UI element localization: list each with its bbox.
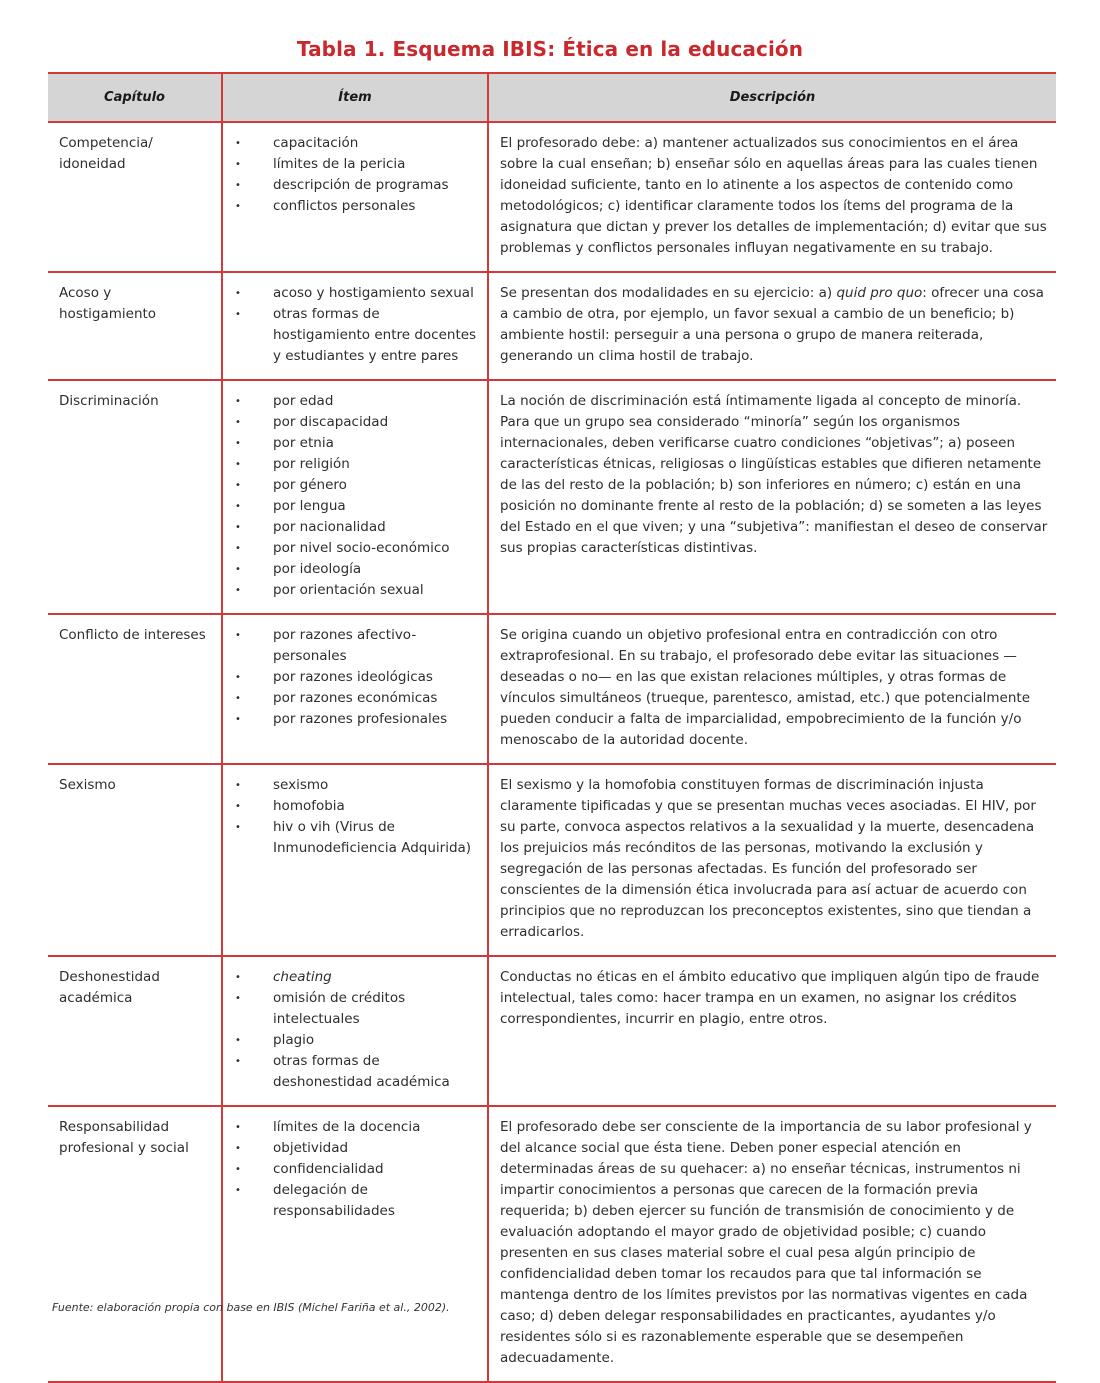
list-item: • límites de la docencia bbox=[235, 1117, 477, 1138]
header-description: Descripción bbox=[488, 73, 1056, 122]
chapter-cell: Responsabilidad profesional y social bbox=[48, 1106, 222, 1382]
description-cell: Se origina cuando un objetivo profesional entra en contradicción con otro extraprofesional. En su trabajo, el profesorado debe evitar las situaciones —deseadas o no— en las que existan relaciones múltiples, y otras formas de vínculos simultáneos (trueque, parentesco, amistad, etc.) que potencialmente pueden conducir a falta de imparcialidad, empobrecimiento de la función y/o menoscabo de la autoridad docente. bbox=[488, 614, 1056, 764]
items-cell bbox=[222, 1106, 488, 1382]
description-cell: El sexismo y la homofobia constituyen formas de discriminación injusta claramente tipificadas y que se presentan muchas veces asociadas. El HIV, por su parte, convoca aspectos relativos a la sexualidad y la muerte, desencadena los prejuicios más recónditos de las personas, motivando la exclusión y segregación de las personas afectadas. Es función del profesorado ser conscientes de la dimensión ética involucrada para así actuar de acuerdo con principios que no reproduzcan los preconceptos existentes, sino que tiendan a erradicarlos. bbox=[488, 764, 1056, 956]
description-cell: Conductas no éticas en el ámbito educativo que impliquen algún tipo de fraude intelectual, tales como: hacer trampa en un examen, no asignar los créditos correspondientes, incurrir en plagio, entre otros. bbox=[488, 956, 1056, 1106]
chapter-cell: Discriminación bbox=[48, 380, 222, 614]
list-item: • otras formas de deshonestidad académica bbox=[235, 1051, 477, 1093]
list-item: • límites de la pericia bbox=[235, 154, 477, 175]
list-item: • homofobia bbox=[235, 796, 477, 817]
chapter-cell: Sexismo bbox=[48, 764, 222, 956]
item-list bbox=[235, 625, 477, 730]
source-note: Fuente: elaboración propia con base en IBIS (Michel Fariña et al., 2002). bbox=[52, 1301, 450, 1314]
list-item: • hiv o vih (Virus de Inmunodeficiencia Adquirida) bbox=[235, 817, 477, 859]
list-item: • por etnia bbox=[235, 433, 477, 454]
chapter-cell: Competencia/ idoneidad bbox=[48, 122, 222, 272]
description-text: : ofrecer una cosa a cambio de otra, por ejemplo, un favor sexual a cambio de un beneficio; b) ambiente hostil: perseguir a una persona o grupo de manera reiterada, generando un clima hostil de trabajo. bbox=[500, 285, 1044, 364]
table-title: Tabla 1. Esquema IBIS: Ética en la educación bbox=[296, 37, 804, 61]
list-item: • objetividad bbox=[235, 1138, 477, 1159]
list-item: • confidencialidad bbox=[235, 1159, 477, 1180]
list-item: • delegación de responsabilidades bbox=[235, 1180, 477, 1222]
header-chapter: Capítulo bbox=[48, 73, 222, 122]
item-list bbox=[235, 283, 477, 367]
item-list bbox=[235, 1117, 477, 1222]
table-row bbox=[48, 956, 1056, 1106]
list-item: • por lengua bbox=[235, 496, 477, 517]
item-emphasis: cheating bbox=[273, 969, 332, 985]
list-item: • por nivel socio-económico bbox=[235, 538, 477, 559]
items-cell bbox=[222, 122, 488, 272]
items-cell bbox=[222, 380, 488, 614]
list-item: • por género bbox=[235, 475, 477, 496]
list-item: • conflictos personales bbox=[235, 196, 477, 217]
list-item: • por razones económicas bbox=[235, 688, 477, 709]
description-cell: El profesorado debe: a) mantener actualizados sus conocimientos en el área sobre la cual enseñan; b) enseñar sólo en aquellas áreas para las cuales tienen idoneidad suficiente, tanto en lo atinente a los aspectos de contenido como metodológicos; c) identificar claramente todos los ítems del programa de la asignatura que dictan y prever los detalles de implementación; d) evitar que sus problemas y conflictos personales influyan negativamente en su trabajo. bbox=[488, 122, 1056, 272]
items-cell bbox=[222, 764, 488, 956]
list-item: • descripción de programas bbox=[235, 175, 477, 196]
table-row bbox=[48, 764, 1056, 956]
list-item: • por ideología bbox=[235, 559, 477, 580]
list-item: • omisión de créditos intelectuales bbox=[235, 988, 477, 1030]
chapter-cell: Conflicto de intereses bbox=[48, 614, 222, 764]
ibis-table bbox=[48, 72, 1056, 1383]
list-item: • por razones afectivo-personales bbox=[235, 625, 477, 667]
table-header-row bbox=[48, 73, 1056, 122]
description-cell bbox=[488, 272, 1056, 380]
chapter-cell: Acoso y hostigamiento bbox=[48, 272, 222, 380]
chapter-cell: Deshonestidad académica bbox=[48, 956, 222, 1106]
list-item: • por edad bbox=[235, 391, 477, 412]
table-row bbox=[48, 1106, 1056, 1382]
list-item: • otras formas de hostigamiento entre docentes y estudiantes y entre pares bbox=[235, 304, 477, 367]
item-list bbox=[235, 775, 477, 859]
item-list bbox=[235, 133, 477, 217]
table-row bbox=[48, 122, 1056, 272]
list-item bbox=[235, 967, 477, 988]
list-item: • por nacionalidad bbox=[235, 517, 477, 538]
item-list bbox=[235, 967, 477, 1093]
list-item: • por razones ideológicas bbox=[235, 667, 477, 688]
list-item: • por religión bbox=[235, 454, 477, 475]
list-item: • sexismo bbox=[235, 775, 477, 796]
table-row bbox=[48, 380, 1056, 614]
description-text: Se presentan dos modalidades en su ejercicio: a) bbox=[500, 285, 837, 301]
list-item: • por razones profesionales bbox=[235, 709, 477, 730]
list-item: • plagio bbox=[235, 1030, 477, 1051]
description-emphasis: quid pro quo bbox=[836, 285, 923, 301]
table-row bbox=[48, 614, 1056, 764]
list-item: • acoso y hostigamiento sexual bbox=[235, 283, 477, 304]
list-item: • por discapacidad bbox=[235, 412, 477, 433]
list-item: • capacitación bbox=[235, 133, 477, 154]
items-cell bbox=[222, 614, 488, 764]
items-cell bbox=[222, 272, 488, 380]
header-item: Ítem bbox=[222, 73, 488, 122]
list-item: • por orientación sexual bbox=[235, 580, 477, 601]
items-cell bbox=[222, 956, 488, 1106]
table-row bbox=[48, 272, 1056, 380]
item-list bbox=[235, 391, 477, 601]
description-cell: La noción de discriminación está íntimamente ligada al concepto de minoría. Para que un grupo sea considerado “minoría” según los organismos internacionales, deben verificarse cuatro condiciones “objetivas”; a) poseen características étnicas, religiosas o lingüísticas estables que difieren netamente de las del resto de la población; b) son inferiores en número; c) están en una posición no dominante frente al resto de la población; d) se someten a las leyes del Estado en el que viven; y una “subjetiva”: manifiestan el deseo de conservar sus propias características distintivas. bbox=[488, 380, 1056, 614]
description-cell: El profesorado debe ser consciente de la importancia de su labor profesional y del alcance social que ésta tiene. Deben poner especial atención en determinadas áreas de su quehacer: a) no enseñar técnicas, instrumentos ni impartir conocimientos a personas que carecen de la formación previa requerida; b) deben ejercer su función de transmisión de conocimiento y de evaluación adoptando el mayor grado de objetividad posible; c) cuando presenten en sus clases material sobre el cual pesa algún principio de confidencialidad deben tomar los recaudos para que tal información se mantenga dentro de los límites previstos por las normativas vigentes en cada caso; d) deben delegar responsabilidades en practicantes, ayudantes y/o residentes sólo si es razonablemente esperable que se desempeñen adecuadamente. bbox=[488, 1106, 1056, 1382]
